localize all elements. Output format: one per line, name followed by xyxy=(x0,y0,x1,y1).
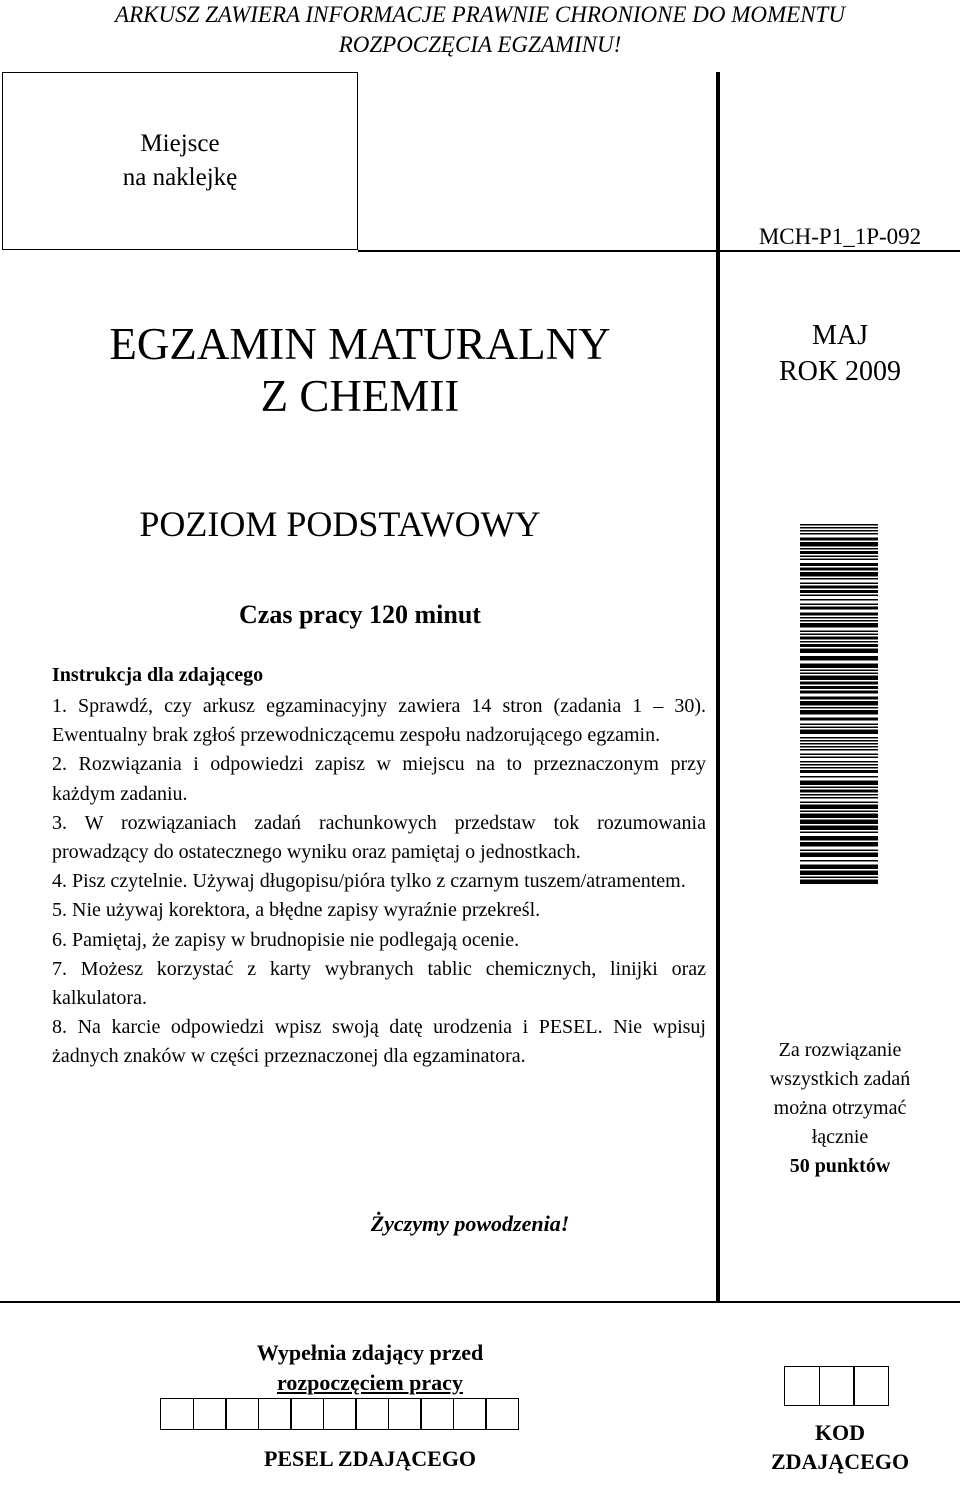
barcode-bar xyxy=(800,794,878,796)
barcode-bar xyxy=(800,656,878,661)
barcode-bar xyxy=(800,871,878,876)
exam-title xyxy=(40,318,680,422)
barcode-bar xyxy=(800,880,878,885)
pesel-label: PESEL ZDAJĄCEGO xyxy=(263,1446,477,1471)
barcode-bar xyxy=(800,691,878,694)
warning-line-1: ARKUSZ ZAWIERA INFORMACJE PRAWNIE CHRONIONE DO MOMENTU xyxy=(115,2,845,27)
points-line-2: wszystkich zadań xyxy=(769,1068,911,1090)
barcode-bar xyxy=(800,707,878,709)
barcode-bar xyxy=(800,572,878,577)
barcode-bar xyxy=(800,607,878,610)
barcode-bar xyxy=(800,676,878,681)
session-month: MAJ xyxy=(811,320,868,351)
barcode-bar xyxy=(800,556,878,558)
barcode-bar xyxy=(800,583,878,585)
barcode-bar xyxy=(800,527,878,529)
barcode-bar xyxy=(800,767,878,769)
barcode-bar xyxy=(800,814,878,819)
barcode-bar xyxy=(800,776,878,778)
barcode-bar xyxy=(800,538,878,541)
barcode-bar xyxy=(800,770,878,773)
instructions-list xyxy=(52,692,706,1072)
barcode-bar xyxy=(800,641,878,643)
barcode-bar xyxy=(800,649,878,654)
barcode-bar xyxy=(800,853,878,858)
barcode-bar xyxy=(800,568,878,571)
barcode-bar xyxy=(800,860,878,862)
kod-digit-box[interactable] xyxy=(819,1366,855,1406)
confidentiality-warning xyxy=(0,0,960,60)
sticker-line-1: Miejsce xyxy=(140,130,220,157)
barcode-bar xyxy=(800,802,878,804)
points-info xyxy=(740,1036,940,1181)
barcode-bar xyxy=(800,634,878,636)
barcode-bar xyxy=(800,826,878,831)
bottom-divider xyxy=(0,1301,960,1303)
fill-label-line-1: Wypełnia zdający przed xyxy=(256,1340,484,1365)
pesel-digit-box[interactable] xyxy=(420,1398,454,1430)
barcode-bar xyxy=(800,724,878,726)
barcode-bar xyxy=(800,740,878,742)
vertical-divider xyxy=(716,72,720,1303)
barcode-bar xyxy=(800,743,878,745)
barcode-bar xyxy=(800,620,878,622)
barcode-bar xyxy=(800,727,878,729)
instruction-item: 8. Na karcie odpowiedzi wpisz swoją datę urodzenia i PESEL. Nie wpisuj żadnych znaków w części przeznaczonej dla egzaminatora. xyxy=(52,1016,706,1068)
barcode-bar xyxy=(800,682,878,685)
points-total: 50 punktów xyxy=(789,1155,891,1177)
barcode-image xyxy=(800,524,878,886)
barcode-bar xyxy=(800,559,878,561)
fill-label-line-2: rozpoczęciem pracy xyxy=(277,1370,463,1395)
barcode-bar xyxy=(800,730,878,735)
exam-session xyxy=(740,318,940,390)
exam-level: POZIOM PODSTAWOWY xyxy=(139,504,541,544)
barcode-bar xyxy=(800,797,878,799)
kod-digit-box[interactable] xyxy=(784,1366,820,1406)
pesel-digit-box[interactable] xyxy=(323,1398,357,1430)
barcode-bar xyxy=(800,563,878,566)
points-line-1: Za rozwiązanie xyxy=(778,1039,902,1061)
kod-digit-box[interactable] xyxy=(853,1366,889,1406)
barcode-bar xyxy=(800,757,878,759)
barcode-bar xyxy=(800,548,878,550)
barcode-bar xyxy=(800,832,878,834)
pesel-digit-box[interactable] xyxy=(258,1398,292,1430)
sticker-line-2: na naklejkę xyxy=(122,164,238,191)
barcode-bar xyxy=(800,877,878,879)
pesel-digit-box[interactable] xyxy=(388,1398,422,1430)
instruction-item: 7. Możesz korzystać z karty wybranych tablic chemicznych, linijki oraz kalkulatora. xyxy=(52,957,706,1010)
title-line-1: EGZAMIN MATURALNY xyxy=(109,319,611,369)
barcode-bar xyxy=(800,865,878,870)
title-line-2: Z CHEMII xyxy=(260,371,460,421)
header-divider xyxy=(358,250,960,252)
barcode-bar xyxy=(800,850,878,852)
instruction-item: 4. Pisz czytelnie. Używaj długopisu/pióra tylko z czarnym tuszem/atramentem. xyxy=(52,870,686,893)
barcode-bar xyxy=(800,749,878,751)
fill-section-label xyxy=(200,1338,540,1398)
pesel-digit-box[interactable] xyxy=(290,1398,324,1430)
pesel-digit-box[interactable] xyxy=(355,1398,389,1430)
barcode-bar xyxy=(800,595,878,597)
pesel-digit-box[interactable] xyxy=(160,1398,194,1430)
barcode-bar xyxy=(800,761,878,763)
session-year: ROK 2009 xyxy=(778,356,902,387)
barcode-bar xyxy=(800,623,878,628)
kod-label xyxy=(740,1418,940,1476)
pesel-input-boxes[interactable] xyxy=(160,1398,518,1430)
barcode-bar xyxy=(800,790,878,793)
barcode-bar xyxy=(800,664,878,669)
instruction-item: 3. W rozwiązaniach zadań rachunkowych przedstaw tok rozumowania prowadzący do ostatecznego wyniku oraz pamiętaj o jednostkach. xyxy=(52,811,706,864)
barcode-bar xyxy=(800,542,878,547)
sticker-placeholder xyxy=(2,72,358,250)
barcode-bar xyxy=(800,578,878,580)
instruction-item: 5. Nie używaj korektora, a błędne zapisy wyraźnie przekreśl. xyxy=(52,899,541,922)
barcode-bar xyxy=(800,673,878,675)
kod-label-line-2: ZDAJĄCEGO xyxy=(770,1449,910,1474)
barcode-bar xyxy=(800,599,878,601)
barcode-bar xyxy=(800,787,878,789)
barcode-bar xyxy=(800,604,878,606)
barcode-bar xyxy=(800,754,878,756)
barcode-bar xyxy=(800,644,878,647)
instruction-item: 2. Rozwiązania i odpowiedzi zapisz w miejscu na to przeznaczonym przy każdym zadaniu. xyxy=(52,753,706,805)
barcode-bar xyxy=(800,710,878,715)
barcode-bar xyxy=(800,836,878,841)
barcode-bar xyxy=(800,670,878,672)
instruction-item: 1. Sprawdź, czy arkusz egzaminacyjny zawiera 14 stron (zadania 1 – 30). Ewentualny brak zgłoś przewodniczącemu zespołu nadzorującego egzamin. xyxy=(52,695,706,747)
exam-code: MCH-P1_1P-092 xyxy=(758,224,922,249)
barcode-bar xyxy=(800,842,878,847)
kod-label-line-1: KOD xyxy=(814,1420,866,1445)
barcode-bar xyxy=(800,686,878,689)
pesel-digit-box[interactable] xyxy=(485,1398,519,1430)
barcode-bar xyxy=(800,697,878,700)
pesel-digit-box[interactable] xyxy=(193,1398,227,1430)
barcode-bar xyxy=(800,637,878,640)
barcode-bar xyxy=(800,820,878,825)
warning-line-2: ROZPOCZĘCIA EGZAMINU! xyxy=(338,32,622,57)
barcode-bar xyxy=(800,613,878,616)
barcode-bar xyxy=(800,811,878,813)
points-line-3: można otrzymać xyxy=(773,1097,907,1119)
good-luck-message: Życzymy powodzenia! xyxy=(370,1211,570,1236)
barcode-bar xyxy=(800,701,878,706)
exam-duration: Czas pracy 120 minut xyxy=(239,600,481,629)
kod-input-boxes[interactable] xyxy=(784,1366,888,1406)
barcode-bar xyxy=(800,764,878,766)
pesel-digit-box[interactable] xyxy=(453,1398,487,1430)
barcode-bar xyxy=(800,805,878,810)
barcode-bar xyxy=(800,617,878,619)
pesel-digit-box[interactable] xyxy=(225,1398,259,1430)
instructions-heading: Instrukcja dla zdającego xyxy=(52,664,264,686)
barcode-bar xyxy=(800,781,878,786)
points-line-4: łącznie xyxy=(811,1126,869,1148)
barcode-bar xyxy=(800,586,878,589)
barcode-bar xyxy=(800,533,878,535)
barcode-bar xyxy=(800,718,878,721)
barcode-bar xyxy=(800,631,878,633)
barcode-bar xyxy=(800,746,878,748)
barcode-bar xyxy=(800,737,878,739)
barcode-bar xyxy=(800,530,878,532)
barcode-bar xyxy=(800,524,878,526)
barcode-bar xyxy=(800,551,878,554)
instruction-item: 6. Pamiętaj, że zapisy w brudnopisie nie podlegają ocenie. xyxy=(52,928,520,951)
barcode-bar xyxy=(800,590,878,593)
